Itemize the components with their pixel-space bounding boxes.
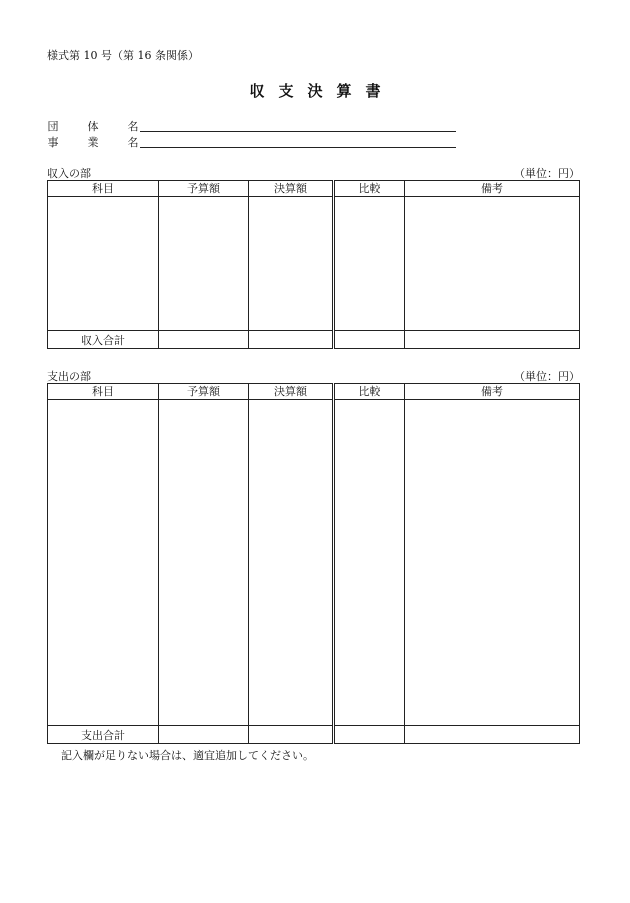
income-total-budget-cell[interactable] — [159, 331, 249, 349]
income-header-budget: 予算額 — [159, 181, 249, 197]
expense-actual-cell[interactable] — [249, 400, 334, 726]
form-number: 様式第 10 号（第 16 条関係） — [47, 49, 199, 62]
income-comparison-cell[interactable] — [334, 197, 405, 331]
income-header-row — [48, 181, 580, 197]
expense-unit: （単位：円） — [514, 370, 580, 383]
expense-header-row — [48, 384, 580, 400]
expense-table — [47, 383, 580, 744]
income-entry-row[interactable] — [48, 197, 580, 331]
footnote: 記入欄が足りない場合は、適宜追加してください。 — [61, 749, 314, 762]
project-name-field[interactable] — [47, 134, 139, 150]
expense-entry-row[interactable] — [48, 400, 580, 726]
income-total-label: 収入合計 — [48, 331, 159, 349]
expense-header-comparison: 比較 — [334, 384, 405, 400]
expense-section-label: 支出の部 — [47, 370, 91, 383]
expense-budget-cell[interactable] — [159, 400, 249, 726]
expense-subject-cell[interactable] — [48, 400, 159, 726]
expense-remarks-cell[interactable] — [405, 400, 580, 726]
income-section-label: 収入の部 — [47, 167, 91, 180]
income-subject-cell[interactable] — [48, 197, 159, 331]
income-total-row — [48, 331, 580, 349]
organization-name-line[interactable] — [140, 131, 456, 132]
income-total-remarks-cell[interactable] — [405, 331, 580, 349]
project-name-label: 事 業 名 — [47, 136, 139, 149]
income-remarks-cell[interactable] — [405, 197, 580, 331]
income-header-actual: 決算額 — [249, 181, 334, 197]
expense-header-subject: 科目 — [48, 384, 159, 400]
expense-total-actual-cell[interactable] — [249, 726, 334, 744]
expense-header-actual: 決算額 — [249, 384, 334, 400]
expense-total-label: 支出合計 — [48, 726, 159, 744]
income-table — [47, 180, 580, 349]
income-budget-cell[interactable] — [159, 197, 249, 331]
income-total-comparison-cell[interactable] — [334, 331, 405, 349]
income-header-remarks: 備考 — [405, 181, 580, 197]
expense-comparison-cell[interactable] — [334, 400, 405, 726]
income-actual-cell[interactable] — [249, 197, 334, 331]
income-header-subject: 科目 — [48, 181, 159, 197]
expense-total-budget-cell[interactable] — [159, 726, 249, 744]
project-name-line[interactable] — [140, 147, 456, 148]
organization-name-label: 団 体 名 — [47, 120, 139, 133]
expense-total-remarks-cell[interactable] — [405, 726, 580, 744]
expense-header-remarks: 備考 — [405, 384, 580, 400]
expense-total-row — [48, 726, 580, 744]
expense-total-comparison-cell[interactable] — [334, 726, 405, 744]
organization-name-field[interactable] — [47, 118, 139, 134]
income-unit: （単位：円） — [514, 167, 580, 180]
expense-header-budget: 予算額 — [159, 384, 249, 400]
document-title: 収支決算書 — [249, 82, 395, 100]
income-total-actual-cell[interactable] — [249, 331, 334, 349]
income-header-comparison: 比較 — [334, 181, 405, 197]
